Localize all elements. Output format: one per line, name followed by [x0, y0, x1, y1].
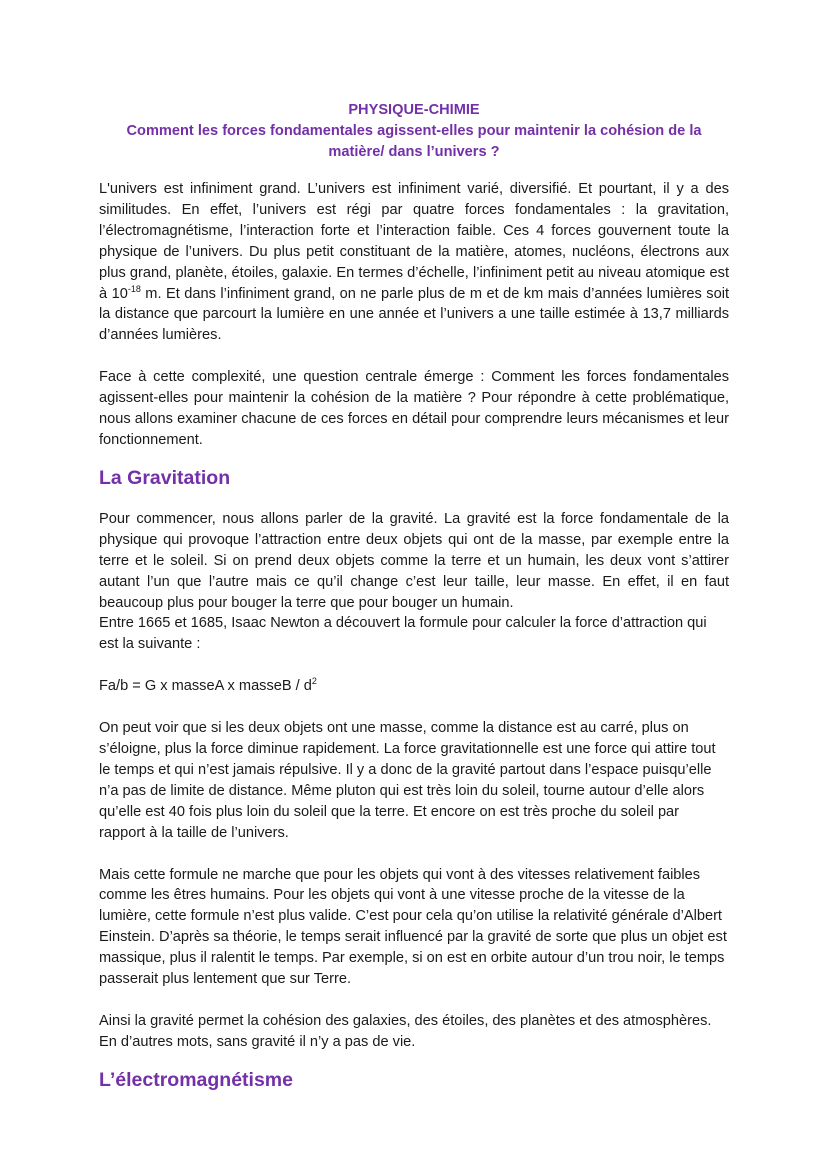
question-title-line-2: matière/ dans l’univers ? [328, 144, 500, 160]
gravitation-paragraph-3: Mais cette formule ne marche que pour les objets qui vont à des vitesses relativement faibles comme les êtres humains. Pour les objets qui vont à une vitesse proche de la vitesse de la lumière, cette formule n’est plus valide. C’est pour cela qu’on utilise la relativité générale d’Albert Einstein. D’après sa théorie, le temps serait influencé par la gravité de sorte que plus un objet est massique, plus il ralentit le temps. Par exemple, si on est en orbite autour d’un trou noir, le temps passerait plus lentement que sur Terre. [99, 866, 727, 988]
subject-title: PHYSIQUE-CHIMIE [348, 102, 480, 118]
gravitation-paragraph-2: On peut voir que si les deux objets ont une masse, comme la distance est au carré, plus on s’éloigne, plus la force diminue rapidement. La force gravitationnelle est une force qui attire tout le temps et qui n’est jamais répulsive. Il y a donc de la gravité partout dans l’espace puisqu’elle n’a pas de limite de distance. Même pluton qui est très loin du soleil, tourne autour d’elle alors qu’elle est 40 fois plus loin du soleil que la terre. Et encore on est très proche du soleil par rapport à la taille de l’univers. [99, 720, 716, 841]
gravitation-paragraph-1-continued: Entre 1665 et 1685, Isaac Newton a découvert la formule pour calculer la force d’attraction qui est la suivante : [99, 615, 707, 653]
newton-formula [99, 676, 729, 697]
gravitation-paragraph-1: Pour commencer, nous allons parler de la gravité. La gravité est la force fondamentale de la physique qui provoque l’attraction entre deux objets qui ont de la masse, par exemple entre la terre et le soleil. Si on prend deux objets comme la terre et un humain, les deux vont s’attirer autant l’un que l’autre mais ce qu’il change c’est leur taille, leur masse. En effet, il en faut beaucoup plus pour bouger la terre que pour bouger un humain. [99, 510, 729, 611]
section-heading-gravitation: La Gravitation [99, 466, 231, 489]
intro-text-part-1: L'univers est infiniment grand. L’univers est infiniment varié, diversifié. Et pourtant, il y a des similitudes. En effet, l’univers est régi par quatre forces fondamentales : la gravitation, l’électromagnétisme, l’interaction forte et l’interaction faible. Ces 4 forces gouvernent toute la physique de l’univers. Du plus petit constituant de la matière, atomes, nucléons, électrons aux plus grand, planète, étoiles, galaxie. En termes d’échelle, l’infiniment petit au niveau atomique est à 10 [99, 181, 729, 302]
intro-paragraph-2: Face à cette complexité, une question centrale émerge : Comment les forces fondamentales agissent-elles pour maintenir la cohésion de la matière ? Pour répondre à cette problématique, nous allons examiner chacune de ces forces en détail pour comprendre leurs mécanismes et leur fonctionnement. [99, 369, 729, 448]
intro-paragraph-1 [99, 179, 729, 346]
formula-exponent: 2 [311, 676, 317, 687]
document-title [99, 100, 729, 163]
formula-text: Fa/b = G x masseA x masseB / d [99, 678, 312, 695]
intro-text-part-2: m. Et dans l’infiniment grand, on ne parle plus de m et de km mais d’années lumières soit la distance que parcourt la lumière en une année et l’univers a une taille estimée à 13,7 milliards d’années lumières. [99, 285, 730, 344]
question-title-line-1: Comment les forces fondamentales agissent-elles pour maintenir la cohésion de la [126, 123, 702, 139]
exponent: -18 [127, 283, 141, 294]
gravitation-paragraph-4: Ainsi la gravité permet la cohésion des galaxies, des étoiles, des planètes et des atmosphères. En d’autres mots, sans gravité il n’y a pas de vie. [99, 1013, 712, 1050]
document-page [99, 100, 729, 1093]
section-heading-electromagnetism: L’électromagnétisme [99, 1068, 293, 1091]
